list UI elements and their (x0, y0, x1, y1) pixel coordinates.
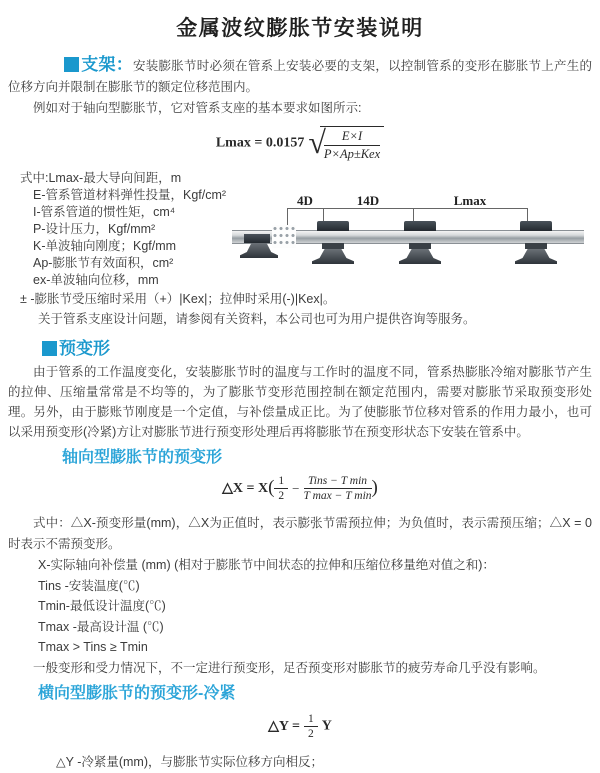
guide-support-cap (520, 221, 552, 231)
guide-support-cap (317, 221, 349, 231)
axial-note-line: X-实际轴向补偿量 (mm) (相对于膨胀节中间状态的拉伸和压缩位移量绝对值之和)： (38, 558, 495, 572)
radical-sign-icon: √ (308, 124, 326, 160)
definition-line: ± -膨胀节受压缩时采用（+）|Kex|；拉伸时采用(-)|Kex|。 (20, 292, 336, 306)
fraction-denominator: 2 (307, 727, 314, 740)
formula-rhs: Y (321, 718, 332, 733)
predeform-paragraph: 由于管系的工作温度变化，安装膨胀节时的温度与工作时的温度不同，管系热膨胀冷缩对膨胀节产生的拉伸、压缩量常常是不均等的，为了膨胀节变形范围控制在额定范围内，需要对膨胀节采取预变形处理。另外，由于膨账节刚度是一个定值，与补偿量成正比。为了使膨胀节位移对管系的作用力最小，也可以采用预变形(冷紧)方让对膨胀节进行预变形处理后再将膨胀节在预变形状态下安装在管系中。 (8, 365, 592, 439)
support-intro-text: 安装膨胀节时必须在管系上安装必要的支架，以控制管系的变形在膨胀节上产生的位移方向并限制在膨胀节的额定位移范围内。 (8, 59, 592, 94)
guide-support-clamp (525, 243, 547, 249)
formula-fraction (324, 129, 380, 162)
page-title: 金属波纹膨胀节安装说明 (176, 17, 424, 40)
section-bullet-icon (42, 341, 57, 356)
support-paragraph (8, 54, 592, 98)
support-heading-label: 支架： (81, 55, 134, 74)
definition-line: K-单波轴向刚度；Kgf/mm (33, 239, 177, 253)
axial-note-line: Tins -安装温度(℃) (38, 578, 140, 593)
dimension-label-14d: 14D (356, 193, 380, 208)
guide-support-cap (404, 221, 436, 231)
support-section-heading (64, 55, 133, 74)
lateral-subsection-heading: 横向型膨胀节的预变形-冷紧 (38, 684, 236, 702)
definition-line: 式中:Lmax-最大导向间距，m (20, 171, 182, 185)
axial-note-line: Tmin-最低设计温度(℃) (38, 599, 166, 613)
formula-lhs: △Y = (268, 718, 300, 734)
guide-support-clamp (322, 243, 344, 249)
axial-note-line: 一般变形和受力情况下，不一定进行预变形，足否预变形对膨胀节的疲劳寿命几乎没有影响。 (33, 660, 546, 675)
minus-sign: − (292, 480, 300, 496)
half-fraction (304, 713, 318, 740)
fraction-numerator: 1 (274, 475, 288, 489)
definition-line: ex-单波轴向位移，mm (33, 273, 159, 287)
axial-note-line: Tmax > Tins ≥ Tmin (38, 640, 148, 654)
definition-line: P-设计压力，Kgf/mm² (33, 222, 156, 236)
fraction-denominator: P×Ap±Kex (323, 146, 381, 161)
dimension-label-lmax: Lmax (453, 193, 487, 208)
definition-line: I-管系管道的惯性矩，cm⁴ (33, 205, 176, 219)
lateral-formula (8, 713, 592, 743)
definitions-and-diagram-region (8, 170, 592, 328)
guide-support-base (399, 249, 441, 264)
lateral-note-line: △Y -冷紧量(mm)，与膨胀节实际位移方向相反； (56, 754, 324, 769)
half-fraction (274, 475, 288, 502)
lmax-formula (8, 125, 592, 165)
axial-formula (8, 475, 592, 509)
guide-support-base (515, 249, 557, 264)
section-bullet-icon (64, 57, 79, 72)
fraction-numerator: Tins − T min (304, 475, 372, 489)
anchor-support (244, 234, 270, 243)
pipe-support-diagram (230, 194, 592, 284)
definition-line: 关于管系支座设计问题，请参阅有关资料，本公司也可为用户提供咨询等服务。 (38, 312, 476, 326)
definition-line: Ap-膨胀节有效面积，cm² (33, 256, 174, 270)
fraction-denominator: T max − T min (303, 490, 372, 502)
guide-support-base (312, 249, 354, 264)
fraction-numerator: E×I (324, 129, 380, 146)
support-example-line: 例如对于轴向型膨胀节，它对管系支座的基本要求如图所示: (33, 101, 362, 115)
temperature-fraction (304, 475, 372, 502)
guide-support-clamp (409, 243, 431, 249)
bellows-icon (272, 225, 296, 248)
fraction-denominator: 2 (278, 490, 285, 502)
fraction-numerator: 1 (304, 713, 318, 727)
dimension-label-4d: 4D (297, 193, 313, 208)
axial-note-line: 式中：△X-预变形量(mm)，△X为正值时，表示膨张节需预拉伸；为负值时，表示需预压缩；△X = 0时表示不需预变形。 (8, 516, 592, 551)
definition-line: E-管系管道材料弹性投量，Kgf/cm² (33, 188, 227, 202)
formula-lhs: △X = X (222, 481, 269, 496)
left-paren: ( (268, 476, 275, 498)
axial-note-line: Tmax -最高设计温 (℃) (38, 619, 164, 634)
axial-subsection-heading: 轴向型膨胀节的预变形 (62, 449, 223, 466)
right-paren: ) (371, 476, 378, 498)
predeform-section-heading (42, 334, 592, 359)
formula-radicand (320, 126, 384, 162)
predeform-heading-label: 预变形 (59, 339, 110, 358)
formula-lhs: Lmax = 0.0157 (215, 135, 305, 151)
